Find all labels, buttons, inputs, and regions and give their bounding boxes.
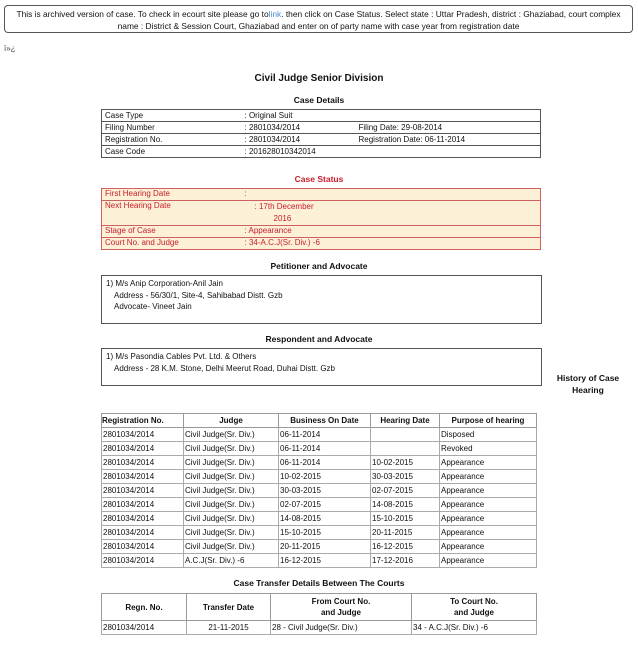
table-row bbox=[102, 621, 537, 635]
cell-judge: A.C.J(Sr. Div.) -6 bbox=[184, 554, 279, 568]
first-hearing-value: : bbox=[244, 189, 247, 198]
cell-hearing-date bbox=[371, 428, 440, 442]
col-hearing-date: Hearing Date bbox=[371, 414, 440, 428]
cell-purpose: Appearance bbox=[440, 470, 537, 484]
transfer-header-row bbox=[102, 594, 537, 621]
cell-judge: Civil Judge(Sr. Div.) bbox=[184, 456, 279, 470]
case-details-row bbox=[102, 110, 541, 122]
cell-judge: Civil Judge(Sr. Div.) bbox=[184, 484, 279, 498]
cell-registration: 2801034/2014 bbox=[102, 456, 184, 470]
cell-to-court: 34 - A.C.J(Sr. Div.) -6 bbox=[412, 621, 537, 635]
table-row bbox=[102, 498, 537, 512]
cell-purpose: Appearance bbox=[440, 526, 537, 540]
status-row bbox=[102, 238, 541, 250]
col-from-court-line2: and Judge bbox=[320, 608, 361, 617]
registration-date: Registration Date: 06-11-2014 bbox=[356, 134, 541, 146]
cell-hearing-date: 14-08-2015 bbox=[371, 498, 440, 512]
cell-registration: 2801034/2014 bbox=[102, 442, 184, 456]
transfer-table bbox=[101, 593, 537, 635]
petitioner-box bbox=[101, 275, 542, 324]
col-purpose: Purpose of hearing bbox=[440, 414, 537, 428]
col-to-court-line1: To Court No. bbox=[450, 597, 498, 606]
cell-registration: 2801034/2014 bbox=[102, 470, 184, 484]
cell-hearing-date: 30-03-2015 bbox=[371, 470, 440, 484]
cell-hearing-date: 02-07-2015 bbox=[371, 484, 440, 498]
case-type-extra bbox=[356, 110, 541, 122]
stray-bom-glyph: ï»¿ bbox=[4, 44, 16, 53]
next-hearing-date-line2: 2016 bbox=[273, 214, 292, 223]
history-table bbox=[101, 413, 537, 568]
court-title: Civil Judge Senior Division bbox=[254, 73, 384, 84]
cell-hearing-date: 10-02-2015 bbox=[371, 456, 440, 470]
petitioner-heading: Petitioner and Advocate bbox=[270, 261, 368, 271]
cell-judge: Civil Judge(Sr. Div.) bbox=[184, 512, 279, 526]
case-details-heading: Case Details bbox=[293, 95, 345, 105]
cell-purpose: Disposed bbox=[440, 428, 537, 442]
cell-business-date: 15-10-2015 bbox=[279, 526, 371, 540]
cell-purpose: Appearance bbox=[440, 484, 537, 498]
col-business-on-date: Business On Date bbox=[279, 414, 371, 428]
respondent-heading: Respondent and Advocate bbox=[265, 334, 373, 344]
case-details-row bbox=[102, 146, 541, 158]
col-judge: Judge bbox=[184, 414, 279, 428]
respondent-address: Address - 28 K.M. Stone, Delhi Meerut Road, Duhai Distt. Gzb bbox=[114, 363, 335, 373]
cell-registration: 2801034/2014 bbox=[102, 526, 184, 540]
cell-hearing-date: 20-11-2015 bbox=[371, 526, 440, 540]
cell-judge: Civil Judge(Sr. Div.) bbox=[184, 498, 279, 512]
cell-from-court: 28 - Civil Judge(Sr. Div.) bbox=[271, 621, 412, 635]
cell-registration: 2801034/2014 bbox=[102, 540, 184, 554]
cell-business-date: 06-11-2014 bbox=[279, 428, 371, 442]
next-hearing-label: Next Hearing Date bbox=[102, 201, 242, 226]
cell-business-date: 30-03-2015 bbox=[279, 484, 371, 498]
cell-transfer-date: 21-11-2015 bbox=[187, 621, 271, 635]
cell-judge: Civil Judge(Sr. Div.) bbox=[184, 442, 279, 456]
table-row bbox=[102, 554, 537, 568]
case-code-extra bbox=[356, 146, 541, 158]
cell-hearing-date: 17-12-2016 bbox=[371, 554, 440, 568]
col-regn-no-label: Regn. No. bbox=[125, 602, 163, 612]
col-transfer-date bbox=[187, 594, 271, 621]
table-row bbox=[102, 540, 537, 554]
cell-purpose: Revoked bbox=[440, 442, 537, 456]
cell-registration: 2801034/2014 bbox=[102, 554, 184, 568]
cell-business-date: 14-08-2015 bbox=[279, 512, 371, 526]
case-code-label: Case Code bbox=[102, 146, 242, 158]
cell-hearing-date bbox=[371, 442, 440, 456]
cell-registration: 2801034/2014 bbox=[102, 498, 184, 512]
case-type-value: : Original Suit bbox=[244, 111, 293, 120]
cell-business-date: 16-12-2015 bbox=[279, 554, 371, 568]
cell-registration: 2801034/2014 bbox=[102, 512, 184, 526]
case-status-heading: Case Status bbox=[294, 174, 344, 184]
case-type-label: Case Type bbox=[105, 111, 144, 120]
cell-purpose: Appearance bbox=[440, 456, 537, 470]
notice-text-after: . then click on Case Status. Select state : Uttar Pradesh, district : Ghaziabad, court complex name : District & Session Court, Ghaziabad and enter on of party name with case year from registration date bbox=[117, 9, 621, 31]
cell-business-date: 06-11-2014 bbox=[279, 456, 371, 470]
table-row bbox=[102, 526, 537, 540]
filing-date: Filing Date: 29-08-2014 bbox=[356, 122, 541, 134]
case-code-value: : 201628010342014 bbox=[242, 146, 356, 158]
history-heading-line1: History of Case bbox=[556, 373, 620, 383]
stage-value: : Appearance bbox=[242, 226, 541, 238]
cell-business-date: 02-07-2015 bbox=[279, 498, 371, 512]
status-row bbox=[102, 226, 541, 238]
case-status-table bbox=[101, 188, 541, 250]
cell-hearing-date: 15-10-2015 bbox=[371, 512, 440, 526]
history-header-row bbox=[102, 414, 537, 428]
transfer-heading: Case Transfer Details Between The Courts bbox=[233, 578, 405, 588]
status-row bbox=[102, 201, 541, 226]
ecourt-link[interactable]: link bbox=[268, 9, 282, 19]
cell-regn-no: 2801034/2014 bbox=[102, 621, 187, 635]
cell-hearing-date: 16-12-2015 bbox=[371, 540, 440, 554]
cell-registration: 2801034/2014 bbox=[102, 428, 184, 442]
col-registration-no: Registration No. bbox=[102, 414, 184, 428]
table-row bbox=[102, 470, 537, 484]
petitioner-name: 1) M/s Anip Corporation-Anil Jain bbox=[106, 279, 223, 288]
cell-purpose: Appearance bbox=[440, 512, 537, 526]
petitioner-advocate: Advocate- Vineet Jain bbox=[114, 302, 192, 311]
col-to-court bbox=[412, 594, 537, 621]
cell-business-date: 20-11-2015 bbox=[279, 540, 371, 554]
petitioner-address: Address - 56/30/1, Site-4, Sahibabad Distt. Gzb bbox=[114, 290, 283, 300]
first-hearing-label: First Hearing Date bbox=[105, 189, 170, 198]
notice-text-before: This is archived version of case. To check in ecourt site please go to bbox=[16, 9, 269, 19]
registration-no-value: : 2801034/2014 bbox=[242, 134, 356, 146]
case-details-row bbox=[102, 122, 541, 134]
cell-purpose: Appearance bbox=[440, 498, 537, 512]
respondent-box bbox=[101, 348, 542, 386]
col-regn-no bbox=[102, 594, 187, 621]
archive-notice bbox=[4, 5, 633, 33]
cell-judge: Civil Judge(Sr. Div.) bbox=[184, 526, 279, 540]
table-row bbox=[102, 428, 537, 442]
stage-label: Stage of Case bbox=[102, 226, 242, 238]
col-transfer-date-label: Transfer Date bbox=[202, 602, 255, 612]
status-row bbox=[102, 189, 541, 201]
cell-judge: Civil Judge(Sr. Div.) bbox=[184, 428, 279, 442]
col-from-court-line1: From Court No. bbox=[311, 597, 371, 606]
filing-number-label: Filing Number bbox=[102, 122, 242, 134]
case-details-row bbox=[102, 134, 541, 146]
cell-purpose: Appearance bbox=[440, 554, 537, 568]
cell-business-date: 10-02-2015 bbox=[279, 470, 371, 484]
court-judge-value: : 34-A.C.J(Sr. Div.) -6 bbox=[242, 238, 541, 250]
court-judge-label: Court No. and Judge bbox=[102, 238, 242, 250]
col-from-court bbox=[271, 594, 412, 621]
cell-judge: Civil Judge(Sr. Div.) bbox=[184, 470, 279, 484]
table-row bbox=[102, 512, 537, 526]
cell-judge: Civil Judge(Sr. Div.) bbox=[184, 540, 279, 554]
table-row bbox=[102, 442, 537, 456]
registration-no-label: Registration No. bbox=[102, 134, 242, 146]
cell-purpose: Appearance bbox=[440, 540, 537, 554]
history-heading-line2: Hearing bbox=[572, 385, 604, 395]
cell-business-date: 06-11-2014 bbox=[279, 442, 371, 456]
case-details-table bbox=[101, 109, 541, 158]
next-hearing-value bbox=[242, 201, 541, 226]
next-hearing-date-line1: : 17th December bbox=[254, 202, 314, 211]
respondent-name: 1) M/s Pasondia Cables Pvt. Ltd. & Others bbox=[106, 352, 257, 361]
filing-number-value: : 2801034/2014 bbox=[242, 122, 356, 134]
table-row bbox=[102, 484, 537, 498]
table-row bbox=[102, 456, 537, 470]
history-heading bbox=[548, 372, 628, 396]
cell-registration: 2801034/2014 bbox=[102, 484, 184, 498]
col-to-court-line2: and Judge bbox=[453, 608, 494, 617]
